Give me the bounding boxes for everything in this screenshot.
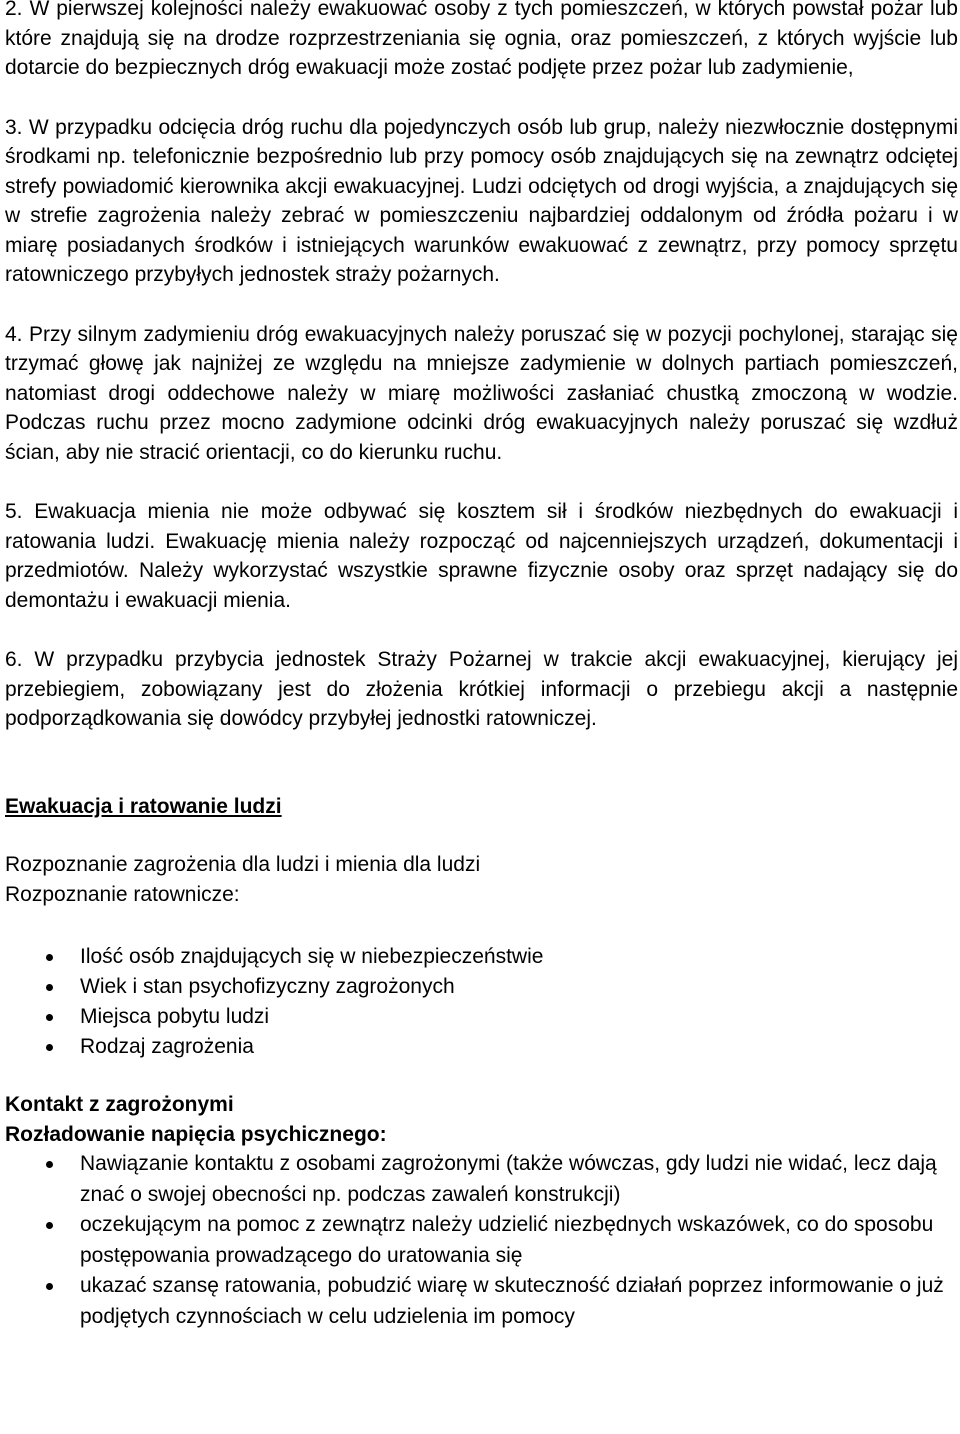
- bullet-icon: [46, 984, 53, 991]
- contact-subheading: Rozładowanie napięcia psychicznego:: [5, 1122, 387, 1146]
- list-item-text: Wiek i stan psychofizyczny zagrożonych: [80, 975, 455, 998]
- bullet-icon: [46, 1044, 53, 1051]
- list-item-text: Rodzaj zagrożenia: [80, 1035, 254, 1058]
- list-item: [5, 1032, 958, 1062]
- list-item: [5, 1271, 958, 1332]
- section-line-2: Rozpoznanie ratownicze:: [5, 882, 240, 906]
- list-item: [5, 1002, 958, 1032]
- paragraph-4: 4. Przy silnym zadymieniu dróg ewakuacyjnych należy poruszać się w pozycji pochylonej, starając się trzymać głowę jak najniżej ze względu na mniejsze zadymienie w dolnych partiach pomieszczeń, natomiast drogi oddechowe należy w miarę możliwości zasłaniać chustką zmoczoną w wodzie. Podczas ruchu przez mocno zadymione odcinki dróg ewakuacyjnych należy poruszać się wzdłuż ścian, aby nie stracić orientacji, co do kierunku ruchu.: [5, 322, 958, 464]
- list-item-text: Miejsca pobytu ludzi: [80, 1005, 270, 1028]
- list-item-text: ukazać szansę ratowania, pobudzić wiarę w skuteczność działań poprzez informowanie o już podjętych czynnościach w celu udzielenia im pomocy: [80, 1274, 944, 1328]
- list-item-text: oczekującym na pomoc z zewnątrz należy udzielić niezbędnych wskazówek, co do sposobu postępowania prowadzącego do uratowania się: [80, 1213, 934, 1267]
- contact-heading: Kontakt z zagrożonymi: [5, 1093, 234, 1116]
- paragraph-2: 2. W pierwszej kolejności należy ewakuować osoby z tych pomieszczeń, w których powstał pożar lub które znajdują się na drodze rozprzestrzeniania się ognia, oraz pomieszczeń, z których wyjście lub dotarcie do bezpiecznych dróg ewakuacji może zostać podjęte przez pożar lub zadymienie,: [5, 0, 958, 79]
- contact-list: [5, 1149, 958, 1332]
- bullet-icon: [46, 1161, 53, 1168]
- recognition-list: [5, 942, 958, 1062]
- section-heading: Ewakuacja i ratowanie ludzi: [5, 794, 282, 818]
- bullet-icon: [46, 1014, 53, 1021]
- bullet-icon: [46, 1283, 53, 1290]
- list-item-text: Nawiązanie kontaktu z osobami zagrożonymi (także wówczas, gdy ludzi nie widać, lecz dają znać o swojej obecności np. podczas zawaleń konstrukcji): [80, 1152, 937, 1206]
- section-line-1: Rozpoznanie zagrożenia dla ludzi i mienia dla ludzi: [5, 853, 481, 876]
- paragraph-3: 3. W przypadku odcięcia dróg ruchu dla pojedynczych osób lub grup, należy niezwłocznie dostępnymi środkami np. telefonicznie bezpośrednio lub przy pomocy osób znajdujących się na zewnątrz odciętej strefy powiadomić kierownika akcji ewakuacyjnej. Ludzi odciętych od drogi wyjścia, a znajdujących się w strefie zagrożenia należy zebrać w pomieszczeniu najbardziej oddalonym od źródła pożaru i w miarę posiadanych środków i istniejących warunków ewakuować z zewnątrz, przy pomocy sprzętu ratowniczego przybyłych jednostek straży pożarnych.: [5, 115, 958, 286]
- bullet-icon: [46, 1222, 53, 1229]
- document-page: [5, 0, 958, 1332]
- list-item: [5, 1149, 958, 1210]
- list-item-text: Ilość osób znajdujących się w niebezpieczeństwie: [80, 945, 544, 968]
- list-item: [5, 1210, 958, 1271]
- list-item: [5, 942, 958, 972]
- bullet-icon: [46, 954, 53, 961]
- paragraph-5: 5. Ewakuacja mienia nie może odbywać się kosztem sił i środków niezbędnych do ewakuacji i ratowania ludzi. Ewakuację mienia należy rozpocząć od najcenniejszych urządzeń, dokumentacji i przedmiotów. Należy wykorzystać wszystkie sprawne fizycznie osoby oraz sprzęt nadający się do demontażu i ewakuacji mienia.: [5, 500, 958, 612]
- paragraph-6: 6. W przypadku przybycia jednostek Straży Pożarnej w trakcie akcji ewakuacyjnej, kierujący jej przebiegiem, zobowiązany jest do złożenia krótkiej informacji o przebiegu akcji a następnie podporządkowania się dowódcy przybyłej jednostki ratowniczej.: [5, 648, 958, 730]
- list-item: [5, 972, 958, 1002]
